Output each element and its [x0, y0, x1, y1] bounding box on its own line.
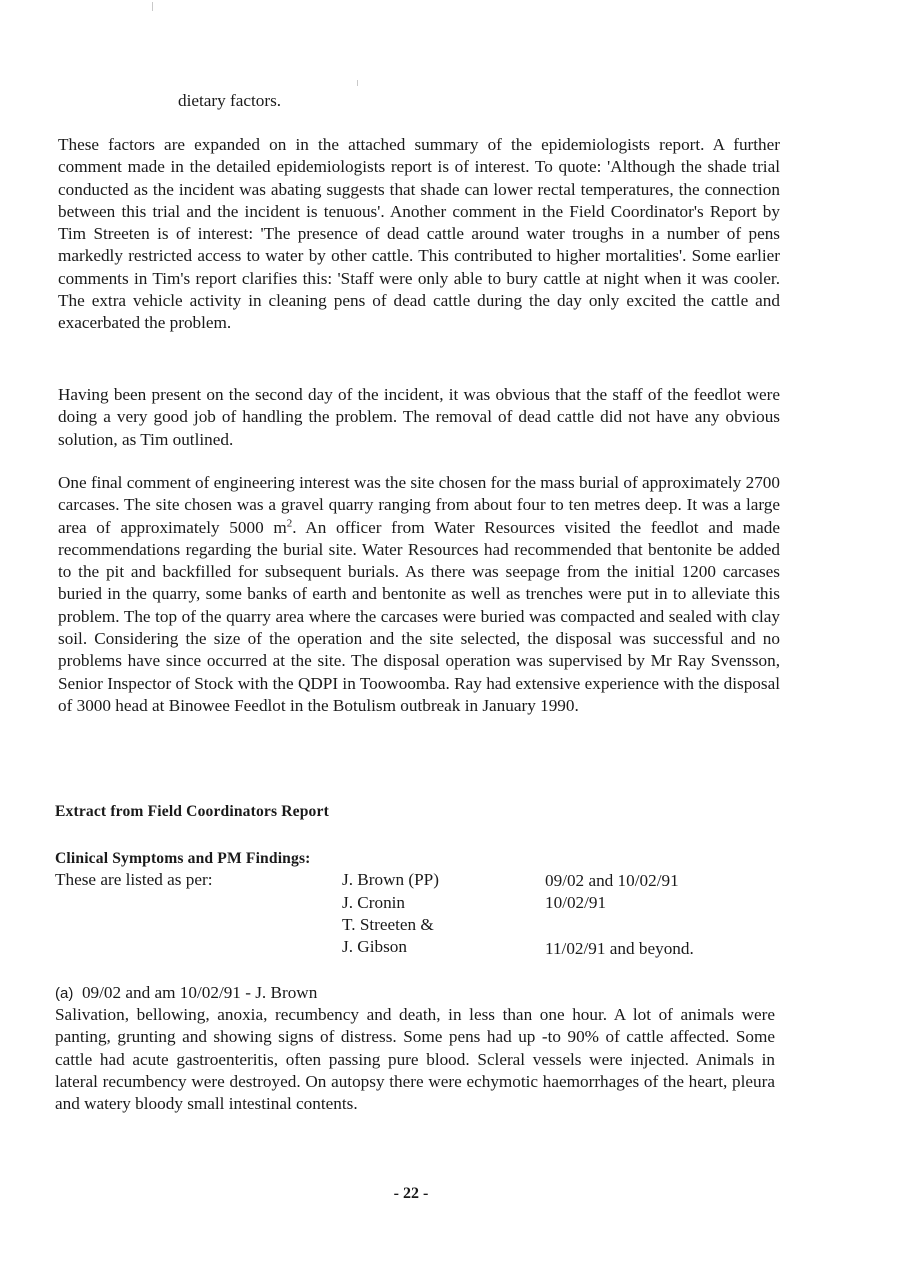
section-a-prefix: (a): [55, 985, 74, 1002]
page-number: - 22 -: [393, 1185, 429, 1202]
scan-speck: [357, 80, 358, 86]
scan-speck: [152, 2, 153, 11]
epidemiology-paragraph: These factors are expanded on in the attached summary of the epidemiologists report. A further comment made in the detailed epidemiologists report is of interest. To quote: 'Although the shade trial conducted as the incident was abating suggests that shade can lower rectal temperatures, the connection between this trial and the incident is tenuous'. Another comment in the Field Coordinator's Report by Tim Streeten is of interest: 'The presence of dead cattle around water troughs in a number of pens markedly restricted access to water by other cattle. This contributed to higher mortalities'. Some earlier comments in Tim's report clarifies this: 'Staff were only able to bury cattle at night when it was cooler. The extra vehicle activity in cleaning pens of dead cattle during the day only excited the cattle and exacerbated the problem.: [58, 135, 780, 333]
source-dates: 10/02/91: [545, 893, 607, 912]
incident-handling-paragraph: Having been present on the second day of the incident, it was obvious that the staff of the feedlot were doing a very good job of handling the problem. The removal of dead cattle did not have any obvious solution, as Tim outlined.: [58, 385, 780, 449]
listed-intro: These are listed as per:: [55, 870, 213, 889]
source-name: J. Brown (PP): [342, 870, 439, 889]
continued-fragment: dietary factors.: [178, 91, 282, 110]
source-name: J. Cronin: [342, 893, 406, 912]
burial-text-part-1: One final comment of engineering interest was the site chosen for the mass burial of approximately 2700 carcases. The site chosen was a gravel quarry ranging from about four to ten metres deep. It was a large area of approximately 5000 m: [58, 473, 780, 537]
burial-site-paragraph: [58, 472, 780, 717]
extract-heading: Extract from Field Coordinators Report: [55, 803, 329, 820]
area-superscript: 2: [286, 516, 293, 529]
section-a-body: Salivation, bellowing, anoxia, recumbency and death, in less than one hour. A lot of animals were panting, grunting and showing signs of distress. Some pens had up -to 90% of cattle affected. Some cattle had acute gastroenteritis, often passing pure blood. Scleral vessels were injected. Animals in lateral recumbency were destroyed. On autopsy there were echymotic haemorrhages of the heart, pleura and watery bloody small intestinal contents.: [55, 1005, 775, 1114]
source-dates: 11/02/91 and beyond.: [545, 939, 694, 958]
section-a-title: 09/02 and am 10/02/91 - J. Brown: [81, 983, 318, 1002]
burial-text-part-2: . An officer from Water Resources visited the feedlot and made recommendations regarding the burial site. Water Resources had recommended that bentonite be added to the pit and backfilled for subsequent burials. As there was seepage from the initial 1200 carcases buried in the quarry, some banks of earth and bentonite as well as trenches were put in to alleviate this problem. The top of the quarry area where the carcases were buried was compacted and sealed with clay soil. Considering the size of the operation and the site selected, the disposal was successful and no problems have since occurred at the site. The disposal operation was supervised by Mr Ray Svensson, Senior Inspector of Stock with the QDPI in Toowoomba. Ray had extensive experience with the disposal of 3000 head at Binowee Feedlot in the Botulism outbreak in January 1990.: [58, 517, 780, 715]
symptoms-heading: Clinical Symptoms and PM Findings:: [55, 850, 311, 867]
section-a-heading: [55, 982, 317, 1005]
source-name: T. Streeten &: [342, 915, 434, 934]
source-name: J. Gibson: [342, 937, 407, 956]
source-dates: 09/02 and 10/02/91: [545, 871, 679, 890]
